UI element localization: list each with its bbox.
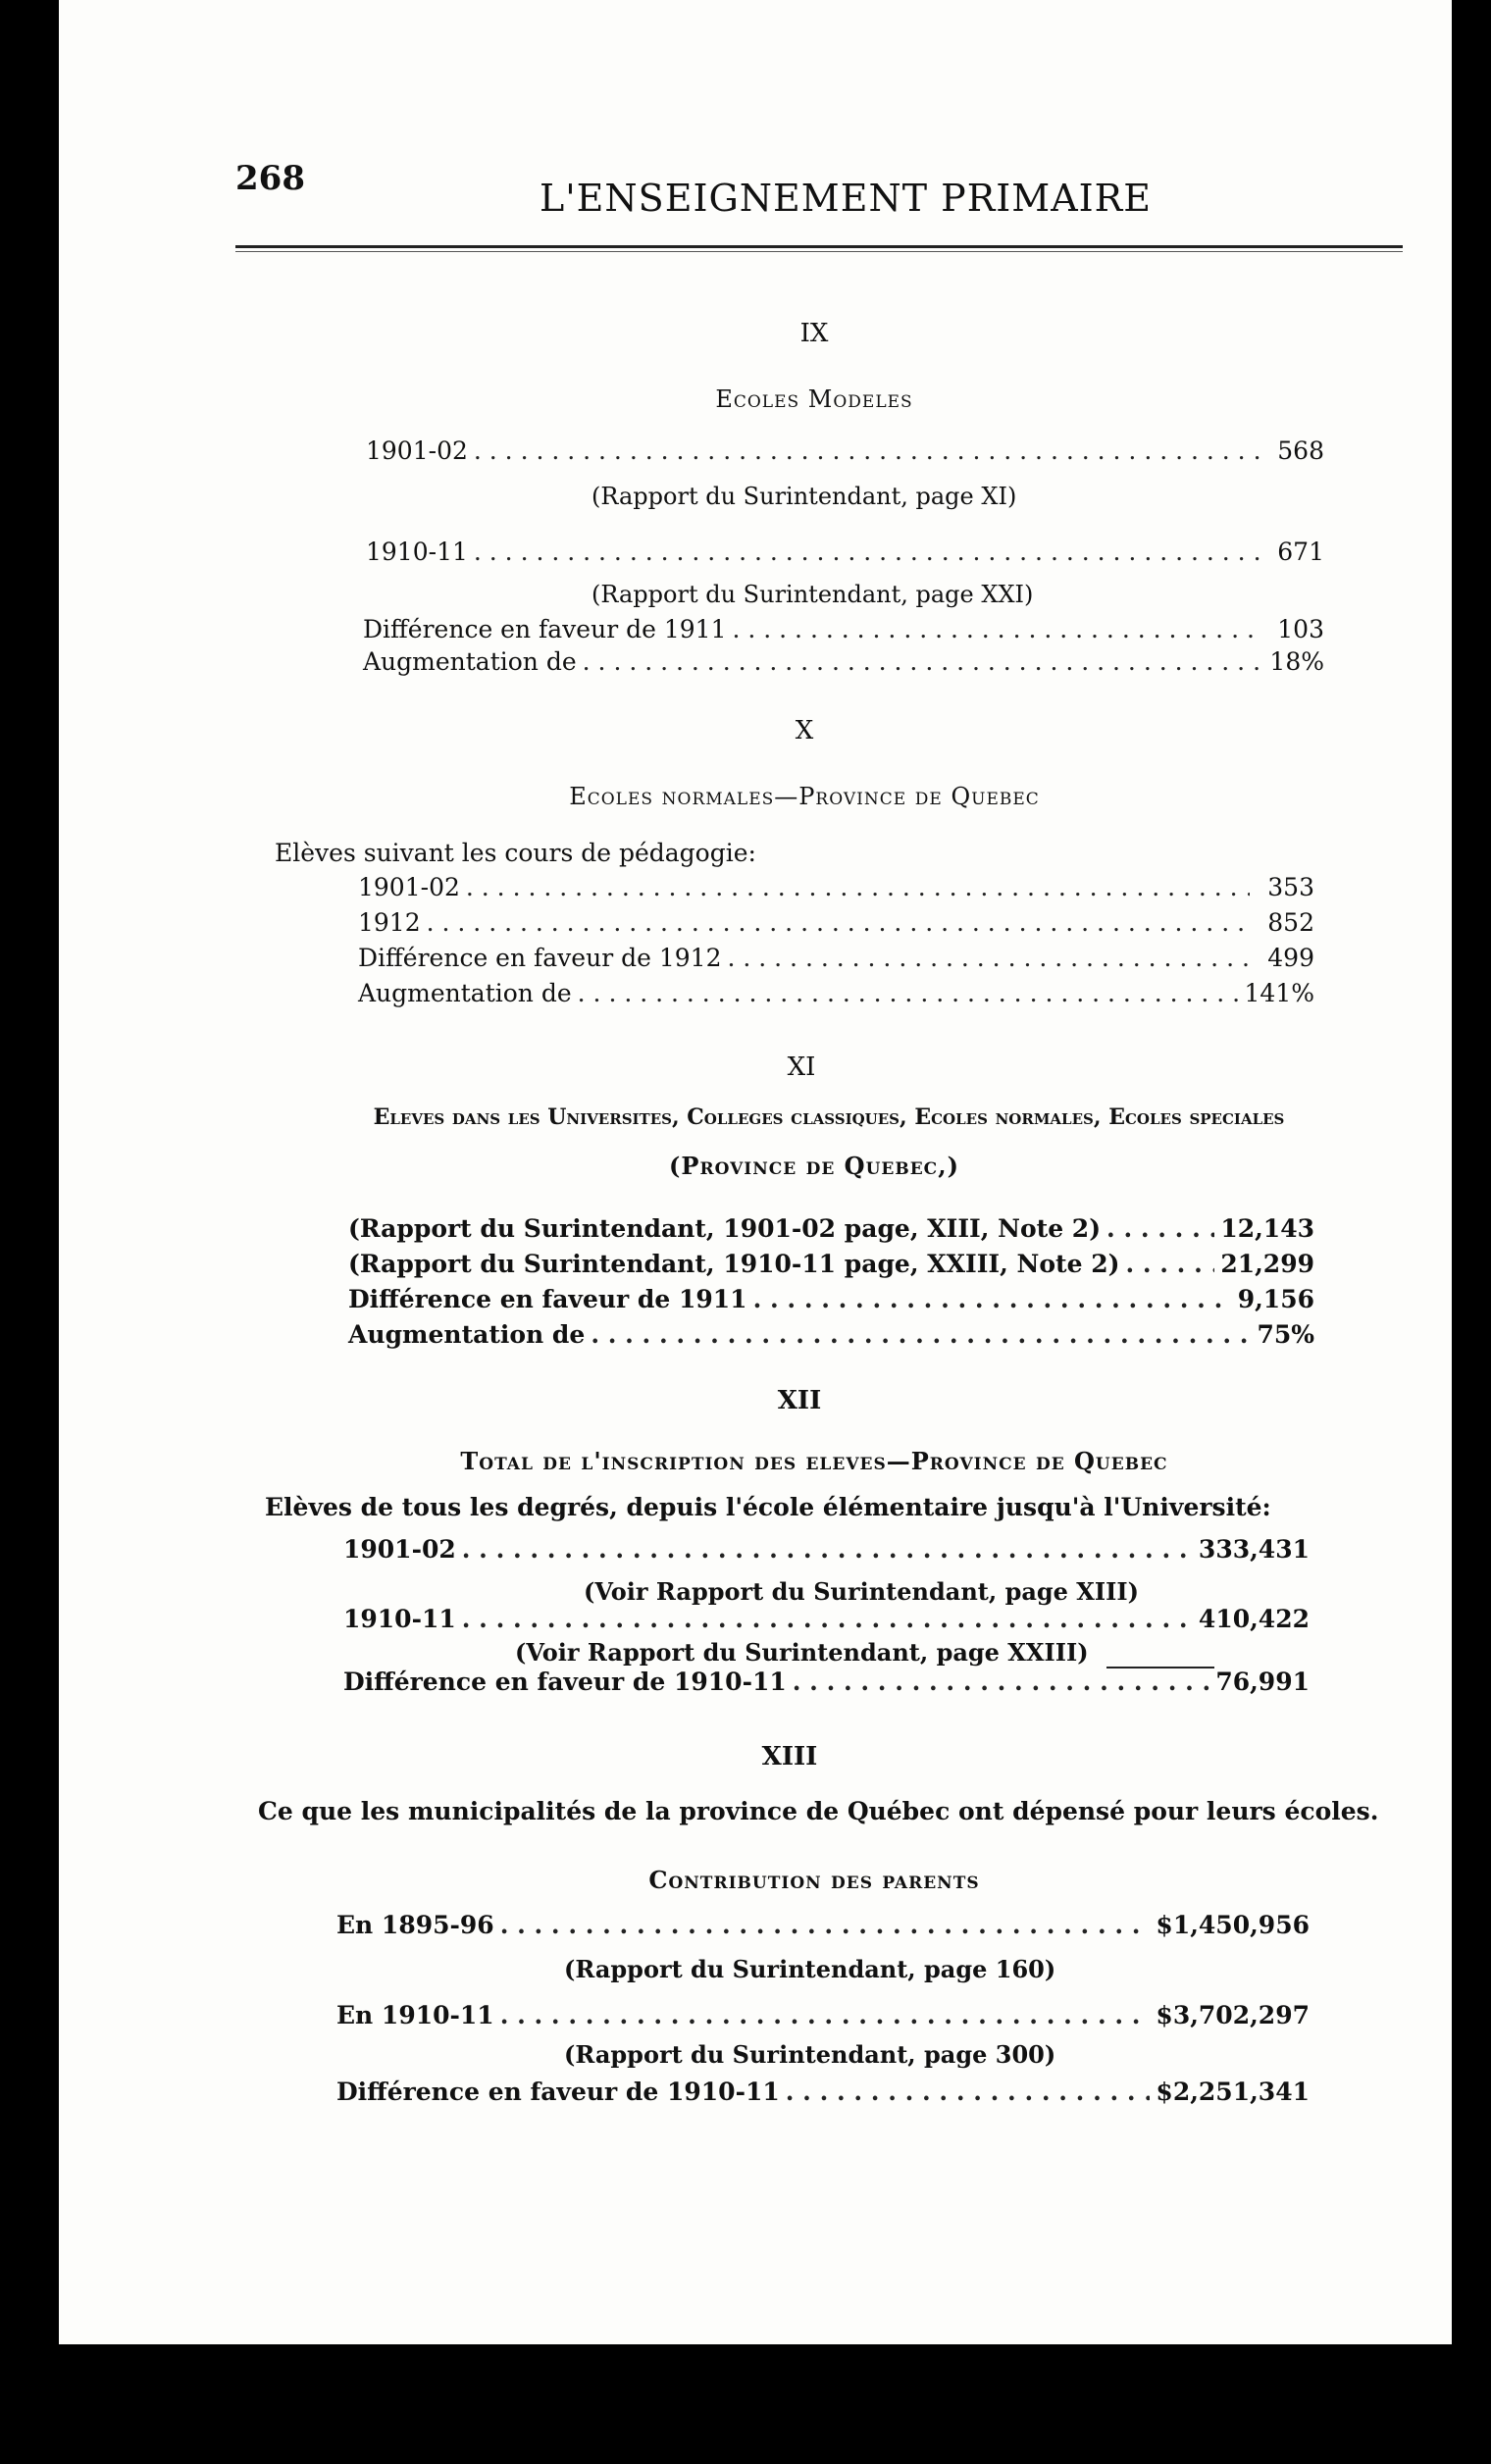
row-value: 21,299 [1220, 1250, 1314, 1278]
section-xiii-note-1: (Rapport du Surintendant, page 160) [564, 1955, 1056, 1983]
page-number: 268 [235, 159, 305, 198]
section-xiii-row-1895 [336, 1911, 1310, 1939]
row-label: 1901-02 [366, 436, 468, 465]
section-xi-heading: Eleves dans les Universites, Colleges classiques, Ecoles normales, Ecoles speciales [373, 1104, 1285, 1130]
row-value: 103 [1277, 615, 1324, 643]
row-value: $3,702,297 [1156, 2001, 1310, 2029]
row-value: 671 [1277, 538, 1324, 566]
section-xiii-heading: Contribution des parents [648, 1866, 980, 1894]
section-xii-note-1: (Voir Rapport du Surintendant, page XIII) [584, 1577, 1139, 1606]
section-ix-note-2: (Rapport du Surintendant, page XXI) [591, 581, 1034, 608]
row-label: 1901-02 [343, 1535, 456, 1564]
row-value: 333,431 [1198, 1535, 1310, 1564]
row-label: Différence en faveur de 1912 [358, 944, 722, 972]
dot-leader [500, 1911, 1151, 1939]
row-value: 852 [1267, 908, 1314, 937]
section-ix-note-1: (Rapport du Surintendant, page XI) [591, 483, 1017, 510]
dot-leader [732, 615, 1260, 643]
row-label: 1912 [358, 908, 421, 937]
section-ix-row-difference [363, 615, 1324, 643]
section-ix-numeral: IX [799, 319, 829, 348]
row-value: 353 [1267, 873, 1314, 901]
section-x-numeral: X [795, 716, 814, 745]
section-ix-heading: Ecoles Modeles [715, 385, 913, 413]
header-rule [235, 245, 1403, 248]
running-title: L'ENSEIGNEMENT PRIMAIRE [540, 177, 1153, 220]
dot-leader [1106, 1214, 1214, 1243]
row-value: 75% [1257, 1320, 1314, 1349]
row-label: En 1895-96 [336, 1911, 494, 1939]
section-x-row-1912 [358, 908, 1314, 937]
dot-leader [462, 1535, 1193, 1564]
row-label: Différence en faveur de 1911 [348, 1285, 747, 1313]
row-label: 1910-11 [343, 1605, 456, 1633]
row-value: $1,450,956 [1156, 1911, 1310, 1939]
dot-leader [474, 436, 1260, 465]
section-xi-row-1901 [348, 1214, 1314, 1243]
row-label: (Rapport du Surintendant, 1901-02 page, XIII, Note 2) [348, 1214, 1102, 1243]
dot-leader [591, 1320, 1250, 1349]
section-xiii-row-1910 [336, 2001, 1310, 2029]
section-x-row-augmentation [358, 979, 1314, 1007]
row-value: 9,156 [1237, 1285, 1314, 1313]
row-value: 76,991 [1215, 1668, 1310, 1696]
row-value: 12,143 [1220, 1214, 1314, 1243]
section-xii-numeral: XII [777, 1386, 822, 1415]
row-value: $2,251,341 [1156, 2078, 1310, 2106]
row-value: 18% [1269, 647, 1324, 676]
section-xiii-row-difference [336, 2078, 1310, 2106]
dot-leader [1125, 1250, 1214, 1278]
row-label: Augmentation de [363, 647, 577, 676]
row-label: 1901-02 [358, 873, 460, 901]
section-xii-intro: Elèves de tous les degrés, depuis l'école élémentaire jusqu'à l'Université: [265, 1493, 1271, 1521]
section-ix-row-1910 [366, 538, 1324, 566]
row-label: 1910-11 [366, 538, 468, 566]
row-label: Différence en faveur de 1911 [363, 615, 727, 643]
dot-leader [466, 873, 1250, 901]
row-value: 568 [1277, 436, 1324, 465]
section-xii-heading: Total de l'inscription des eleves—Province de Quebec [460, 1447, 1168, 1475]
section-xiii-intro: Ce que les municipalités de la province de Québec ont dépensé pour leurs écoles. [258, 1797, 1379, 1825]
header-rule-thin [235, 251, 1403, 252]
dot-leader [583, 647, 1260, 676]
dot-leader [753, 1285, 1232, 1313]
dot-leader [786, 2078, 1151, 2106]
row-label: (Rapport du Surintendant, 1910-11 page, XXIII, Note 2) [348, 1250, 1120, 1278]
section-x-intro: Elèves suivant les cours de pédagogie: [275, 839, 756, 867]
dot-leader [474, 538, 1260, 566]
section-xii-note-2: (Voir Rapport du Surintendant, page XXIII) [515, 1638, 1089, 1667]
section-xii-row-difference [343, 1668, 1310, 1696]
dot-leader [462, 1605, 1193, 1633]
section-xiii-note-2: (Rapport du Surintendant, page 300) [564, 2040, 1056, 2069]
page [59, 0, 1452, 2344]
dot-leader [427, 908, 1250, 937]
row-value: 141% [1244, 979, 1314, 1007]
section-xii-row-1910 [343, 1605, 1310, 1633]
section-xii-row-1901 [343, 1535, 1310, 1564]
section-ix-row-augmentation [363, 647, 1324, 676]
section-x-row-difference [358, 944, 1314, 972]
row-label: Différence en faveur de 1910-11 [336, 2078, 780, 2106]
section-ix-row-1901 [366, 436, 1324, 465]
row-value: 410,422 [1198, 1605, 1310, 1633]
dot-leader [793, 1668, 1210, 1696]
section-x-heading: Ecoles normales—Province de Quebec [569, 783, 1040, 810]
section-xi-subheading: (Province de Quebec,) [669, 1152, 959, 1180]
row-label: Augmentation de [358, 979, 572, 1007]
row-value: 499 [1267, 944, 1314, 972]
dot-leader [727, 944, 1250, 972]
section-xi-numeral: XI [787, 1052, 816, 1082]
section-xi-row-1910 [348, 1250, 1314, 1278]
row-label: En 1910-11 [336, 2001, 494, 2029]
dot-leader [500, 2001, 1151, 2029]
section-xi-row-augmentation [348, 1320, 1314, 1349]
section-xiii-numeral: XIII [761, 1742, 818, 1771]
section-x-row-1901 [358, 873, 1314, 901]
row-label: Augmentation de [348, 1320, 586, 1349]
row-label: Différence en faveur de 1910-11 [343, 1668, 787, 1696]
dot-leader [578, 979, 1239, 1007]
section-xi-row-difference [348, 1285, 1314, 1313]
